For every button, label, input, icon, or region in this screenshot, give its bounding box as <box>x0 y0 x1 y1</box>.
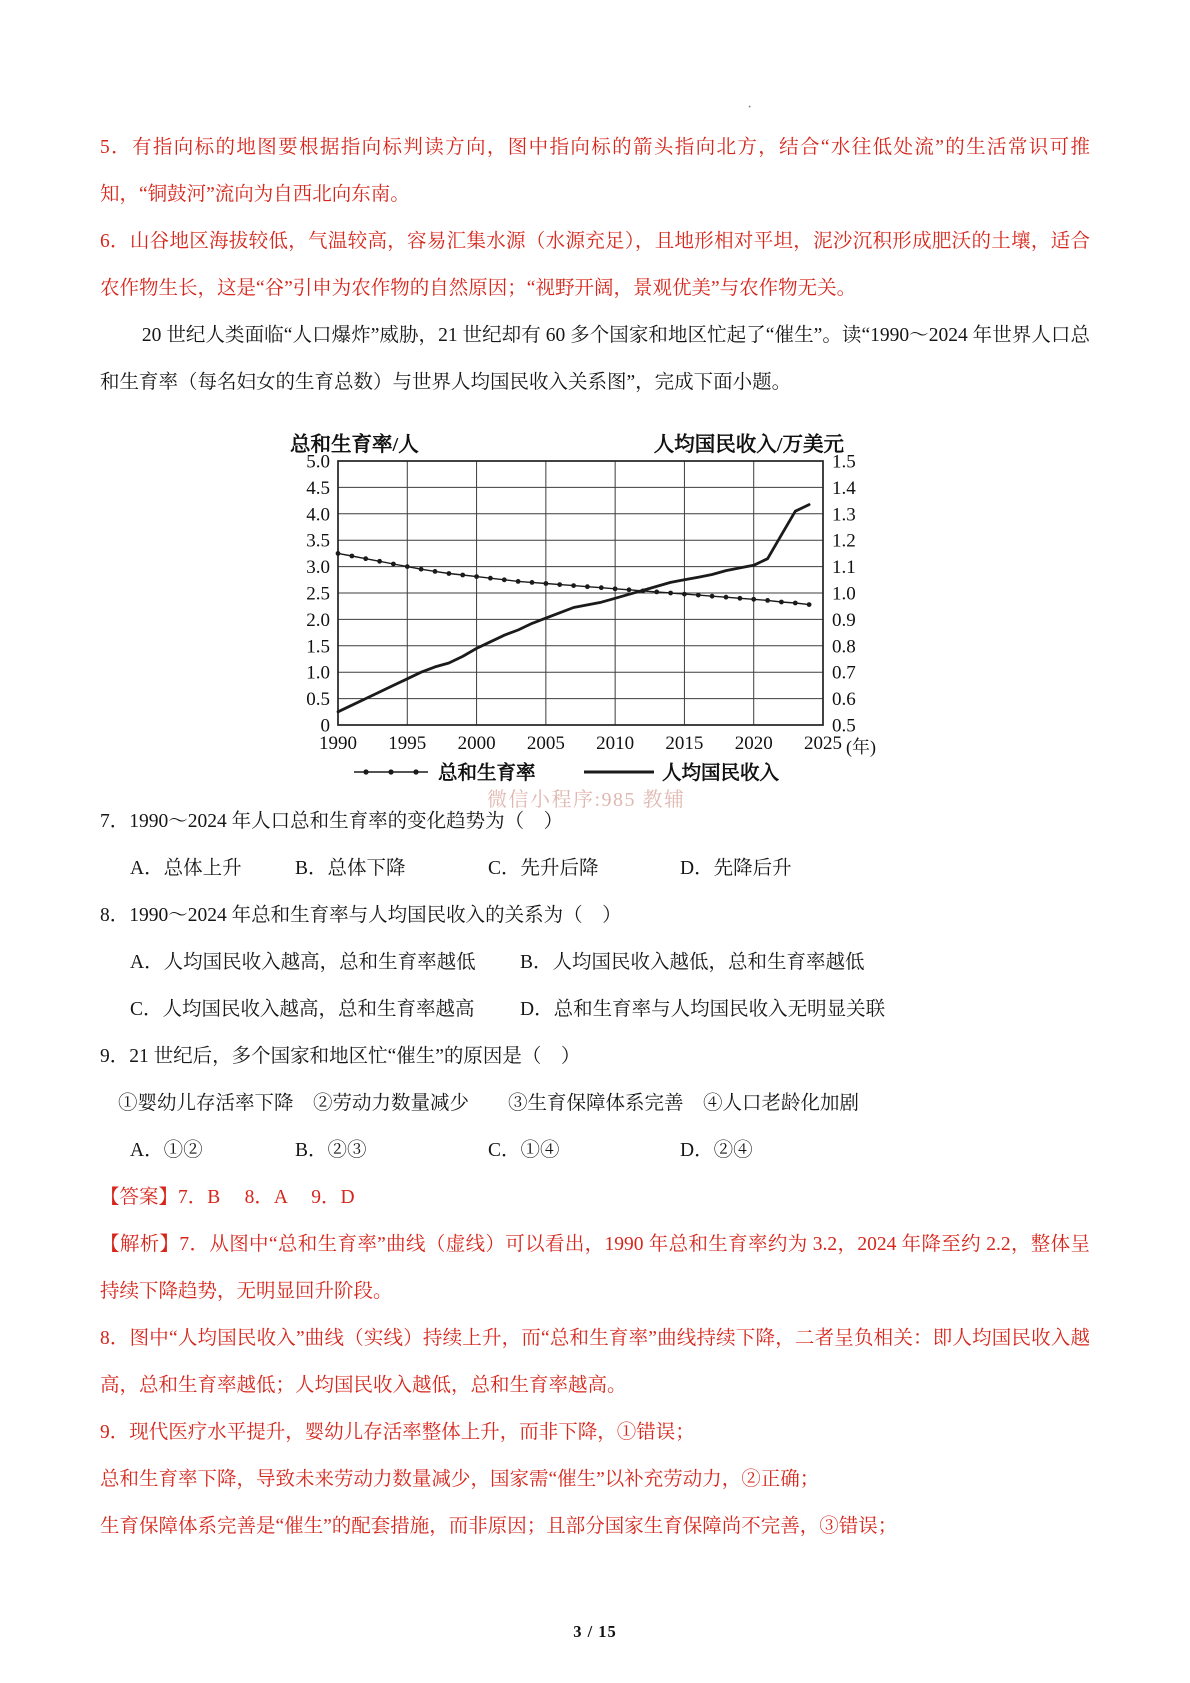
svg-text:2.0: 2.0 <box>306 609 330 631</box>
fertility-income-chart-svg <box>288 406 900 798</box>
analysis-q9-line3: 生育保障体系完善是“催生”的配套措施，而非原因；且部分国家生育保障尚不完善，③错误； <box>100 1516 898 1537</box>
q9-option-c: C．①④ <box>488 1140 560 1161</box>
svg-text:2020: 2020 <box>734 733 773 754</box>
svg-text:1.1: 1.1 <box>832 557 856 579</box>
svg-text:(年): (年) <box>846 737 876 757</box>
svg-text:2015: 2015 <box>665 733 704 754</box>
note-item-6: 6．山谷地区海拔较低，气温较高，容易汇集水源（水源充足），且地形相对平坦，泥沙沉积形成肥沃的土壤，适合农作物生长，这是“谷”引申为农作物的自然原因；“视野开阔，景观优美”与农作物无关。 <box>100 231 1090 299</box>
q8-options-row2 <box>100 986 1090 1033</box>
q7-option-c: C．先升后降 <box>488 858 599 879</box>
svg-text:0: 0 <box>320 715 330 737</box>
q7-stem: 7．1990～2024 年人口总和生育率的变化趋势为（ ） <box>100 811 564 832</box>
stray-mark: · <box>747 99 753 116</box>
svg-text:1.0: 1.0 <box>832 583 856 605</box>
q8-stem: 8．1990～2024 年总和生育率与人均国民收入的关系为（ ） <box>100 905 622 926</box>
svg-text:总和生育率/人: 总和生育率/人 <box>290 434 419 456</box>
svg-text:4.0: 4.0 <box>306 504 330 526</box>
answer-values: 7．B 8．A 9．D <box>178 1187 355 1208</box>
intro-paragraph: 20 世纪人类面临“人口爆炸”威胁，21 世纪却有 60 多个国家和地区忙起了“催生”。读“1990～2024 年世界人口总和生育率（每名妇女的生育总数）与世界人均国民收入关系图”，完成下面小题。 <box>100 325 1090 393</box>
svg-text:0.8: 0.8 <box>832 636 856 658</box>
q9-option-b: B．②③ <box>295 1140 367 1161</box>
svg-text:1990: 1990 <box>319 733 357 754</box>
q8-option-b: B．人均国民收入越低，总和生育率越低 <box>520 952 865 973</box>
svg-text:总和生育率: 总和生育率 <box>438 763 536 784</box>
svg-text:2005: 2005 <box>526 733 565 754</box>
svg-text:2000: 2000 <box>457 733 496 754</box>
svg-text:0.6: 0.6 <box>832 689 856 711</box>
q9-option-d: D．②④ <box>680 1140 753 1161</box>
analysis-q9-line2: 总和生育率下降，导致未来劳动力数量减少，国家需“催生”以补充劳动力，②正确； <box>100 1469 820 1490</box>
svg-text:2025: 2025 <box>804 733 842 754</box>
q7-option-a: A．总体上升 <box>130 858 242 879</box>
svg-text:人均国民收入: 人均国民收入 <box>662 763 780 784</box>
analysis-q7: 【解析】7．从图中“总和生育率”曲线（虚线）可以看出，1990 年总和生育率约为 3.2，2024 年降至约 2.2，整体呈持续下降趋势，无明显回升阶段。 <box>100 1234 1090 1302</box>
svg-text:5.0: 5.0 <box>306 451 330 473</box>
svg-text:0.5: 0.5 <box>306 689 330 711</box>
analysis-q9-line1: 9．现代医疗水平提升，婴幼儿存活率整体上升，而非下降，①错误； <box>100 1422 695 1443</box>
q9-option-a: A．①② <box>130 1140 203 1161</box>
svg-text:2010: 2010 <box>596 733 635 754</box>
q9-stem: 9．21 世纪后，多个国家和地区忙“催生”的原因是（ ） <box>100 1046 581 1067</box>
svg-text:1.5: 1.5 <box>832 451 856 473</box>
svg-text:1995: 1995 <box>388 733 427 754</box>
q9-options <box>100 1127 1090 1174</box>
q9-numbered-items: ①婴幼儿存活率下降 ②劳动力数量减少 ③生育保障体系完善 ④人口老龄化加剧 <box>118 1093 860 1114</box>
svg-text:人均国民收入/万美元: 人均国民收入/万美元 <box>653 434 844 456</box>
q8-option-c: C．人均国民收入越高，总和生育率越高 <box>130 999 475 1020</box>
svg-text:0.7: 0.7 <box>832 662 856 684</box>
svg-text:4.5: 4.5 <box>306 477 330 499</box>
svg-text:0.5: 0.5 <box>832 715 856 737</box>
svg-text:1.5: 1.5 <box>306 636 330 658</box>
svg-text:1.4: 1.4 <box>832 477 856 499</box>
q7-option-d: D．先降后升 <box>680 858 792 879</box>
q8-options-row1 <box>100 939 1090 986</box>
q8-option-d: D．总和生育率与人均国民收入无明显关联 <box>520 999 886 1020</box>
note-item-5: 5．有指向标的地图要根据指向标判读方向，图中指向标的箭头指向北方，结合“水往低处流”的生活常识可推知，“铜鼓河”流向为自西北向东南。 <box>100 137 1090 205</box>
fertility-income-chart <box>100 406 1090 798</box>
answer-label: 【答案】 <box>100 1187 179 1208</box>
page-number: 3 / 15 <box>573 1622 617 1641</box>
svg-text:1.3: 1.3 <box>832 504 856 526</box>
svg-text:2.5: 2.5 <box>306 583 330 605</box>
analysis-q8: 8．图中“人均国民收入”曲线（实线）持续上升，而“总和生育率”曲线持续下降，二者呈负相关：即人均国民收入越高，总和生育率越低；人均国民收入越低，总和生育率越高。 <box>100 1328 1090 1396</box>
svg-text:1.2: 1.2 <box>832 530 856 552</box>
watermark: 微信小程序:985 教辅 <box>487 789 686 811</box>
svg-text:3.0: 3.0 <box>306 557 330 579</box>
svg-text:1.0: 1.0 <box>306 662 330 684</box>
q7-options <box>100 845 1090 892</box>
answer-line <box>100 1174 1090 1221</box>
q8-option-a: A．人均国民收入越高，总和生育率越低 <box>130 952 476 973</box>
svg-text:0.9: 0.9 <box>832 609 856 631</box>
svg-text:3.5: 3.5 <box>306 530 330 552</box>
q7-option-b: B．总体下降 <box>295 858 406 879</box>
